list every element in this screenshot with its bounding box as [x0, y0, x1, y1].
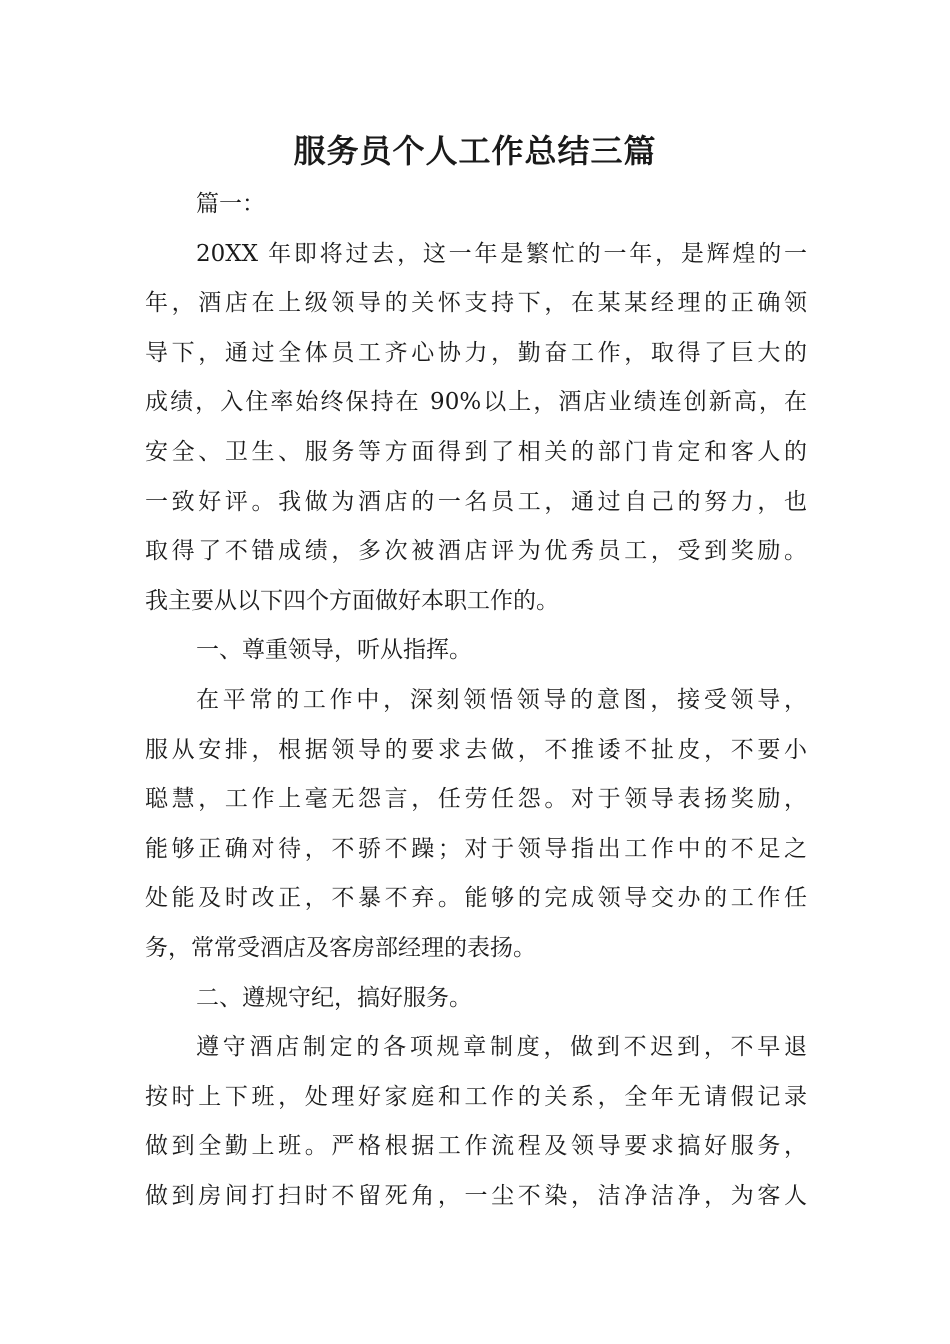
paragraph-line: 做到房间打扫时不留死角，一尘不染，洁净洁净，为客人 — [145, 1182, 807, 1209]
paragraph-line: 处能及时改正，不暴不弃。能够的完成领导交办的工作任 — [145, 885, 807, 912]
paragraph-line: 能够正确对待，不骄不躁；对于领导指出工作中的不足之 — [145, 835, 807, 862]
paragraph-line: 年，酒店在上级领导的关怀支持下，在某某经理的正确领 — [145, 290, 807, 317]
paragraph-line: 安全、卫生、服务等方面得到了相关的部门肯定和客人的 — [145, 438, 807, 465]
document-body — [145, 180, 807, 1221]
section-heading: 篇一： — [196, 191, 265, 217]
paragraph-line: 服从安排，根据领导的要求去做，不推诿不扯皮，不要小 — [145, 736, 807, 763]
subheading: 一、尊重领导，听从指挥。 — [196, 637, 472, 664]
paragraph-line: 导下，通过全体员工齐心协力，勤奋工作，取得了巨大的 — [145, 339, 807, 366]
paragraph-line: 做到全勤上班。严格根据工作流程及领导要求搞好服务， — [145, 1133, 807, 1160]
paragraph-line: 聪慧，工作上毫无怨言，任劳任怨。对于领导表扬奖励， — [145, 786, 807, 813]
subheading: 二、遵规守纪，搞好服务。 — [196, 984, 472, 1011]
document-title: 服务员个人工作总结三篇 — [293, 132, 657, 170]
paragraph-line: 务，常常受酒店及客房部经理的表扬。 — [145, 934, 536, 961]
paragraph-line: 在平常的工作中，深刻领悟领导的意图，接受领导， — [196, 686, 807, 713]
paragraph-line: 20XX 年即将过去，这一年是繁忙的一年，是辉煌的一 — [196, 240, 807, 267]
paragraph-line: 成绩，入住率始终保持在 90%以上，酒店业绩连创新高，在 — [145, 389, 807, 416]
paragraph-line: 取得了不错成绩，多次被酒店评为优秀员工，受到奖励。 — [145, 538, 807, 565]
paragraph-line: 我主要从以下四个方面做好本职工作的。 — [145, 587, 559, 614]
paragraph-line: 一致好评。我做为酒店的一名员工，通过自己的努力，也 — [145, 488, 807, 515]
paragraph-line: 按时上下班，处理好家庭和工作的关系，全年无请假记录 — [145, 1083, 807, 1110]
paragraph-line: 遵守酒店制定的各项规章制度，做到不迟到，不早退 — [196, 1034, 807, 1061]
